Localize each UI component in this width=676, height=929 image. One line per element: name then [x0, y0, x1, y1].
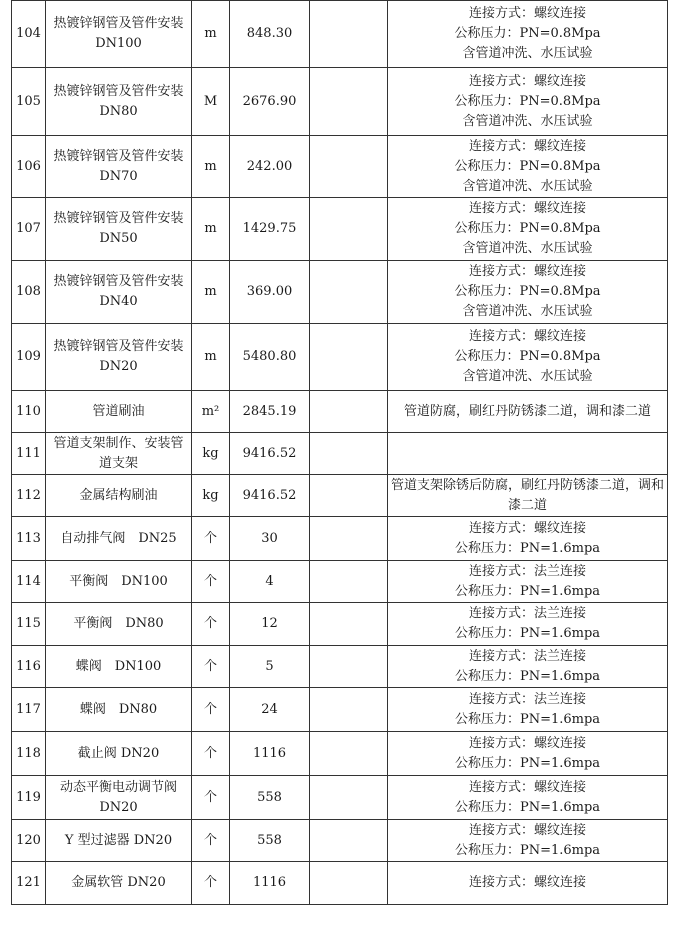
blank-cell: [310, 561, 388, 603]
remark-line: 管道防腐，刷红丹防锈漆二道，调和漆二道: [403, 403, 651, 419]
item-name-cell: 管道支架制作、安装管道支架: [46, 433, 192, 475]
remark-cell: [388, 732, 668, 776]
remark-line: 连接方式：法兰连接: [468, 563, 586, 579]
blank-cell: [310, 261, 388, 324]
remark-cell: [388, 603, 668, 646]
quantity-cell: 30: [230, 517, 310, 561]
item-number-cell: 104: [12, 1, 46, 68]
remark-line: 公称压力：PN=1.6mpa: [454, 799, 601, 815]
remark-line: 连接方式：螺纹连接: [468, 735, 586, 751]
remark-line: 公称压力：PN=1.6mpa: [454, 668, 601, 684]
remark-line: 连接方式：螺纹连接: [468, 73, 586, 89]
quantity-cell: 2676.90: [230, 68, 310, 136]
unit-cell: m: [192, 324, 230, 391]
item-name-cell: Y 型过滤器 DN20: [46, 820, 192, 862]
table-row: [12, 820, 668, 862]
quantity-cell: 1116: [230, 732, 310, 776]
table-row: [12, 391, 668, 433]
unit-cell: 个: [192, 862, 230, 905]
unit-cell: 个: [192, 646, 230, 688]
unit-cell: m: [192, 198, 230, 261]
table-row: [12, 646, 668, 688]
item-number-cell: 117: [12, 688, 46, 732]
remark-line: 管道支架除锈后防腐，刷红丹防锈漆二道，调和漆二道: [390, 477, 664, 513]
remark-line: 连接方式：螺纹连接: [468, 520, 586, 536]
quantity-cell: 4: [230, 561, 310, 603]
table-row: [12, 324, 668, 391]
remark-line: 连接方式：螺纹连接: [468, 329, 586, 344]
blank-cell: [310, 517, 388, 561]
blank-cell: [310, 475, 388, 517]
item-name-cell: 热镀锌钢管及管件安装 DN40: [46, 261, 192, 324]
table-row: [12, 688, 668, 732]
table-row: [12, 136, 668, 198]
blank-cell: [310, 646, 388, 688]
remark-line: 含管道冲洗、水压试验: [462, 304, 593, 319]
remark-line: 连接方式：法兰连接: [468, 648, 586, 664]
table-row: [12, 68, 668, 136]
remark-line: 连接方式：螺纹连接: [468, 138, 586, 154]
item-name-cell: 截止阀 DN20: [46, 732, 192, 776]
item-number-cell: 119: [12, 776, 46, 820]
item-number-cell: 113: [12, 517, 46, 561]
remark-cell: [388, 198, 668, 261]
item-number-cell: 108: [12, 261, 46, 324]
remark-line: 公称压力：PN=1.6mpa: [454, 711, 601, 727]
remark-cell: [388, 561, 668, 603]
table-row: [12, 862, 668, 905]
item-name-cell: 金属结构刷油: [46, 475, 192, 517]
quantity-cell: 5480.80: [230, 324, 310, 391]
unit-cell: m: [192, 136, 230, 198]
quantity-cell: 9416.52: [230, 433, 310, 475]
table-body: [12, 1, 668, 905]
blank-cell: [310, 136, 388, 198]
item-name-cell: 平衡阀 DN80: [46, 603, 192, 646]
item-number-cell: 112: [12, 475, 46, 517]
quantity-cell: 558: [230, 820, 310, 862]
item-name-cell: 热镀锌钢管及管件安装 DN80: [46, 68, 192, 136]
quantity-cell: 369.00: [230, 261, 310, 324]
remark-line: 含管道冲洗、水压试验: [462, 46, 593, 61]
item-name-cell: 动态平衡电动调节阀 DN20: [46, 776, 192, 820]
remark-cell: [388, 862, 668, 905]
remark-line: 公称压力：PN=1.6mpa: [454, 842, 601, 858]
blank-cell: [310, 433, 388, 475]
unit-cell: 个: [192, 732, 230, 776]
unit-cell: 个: [192, 688, 230, 732]
remark-cell: [388, 688, 668, 732]
remark-cell: [388, 391, 668, 433]
remark-line: 公称压力：PN=0.8Mpa: [454, 26, 601, 41]
item-number-cell: 109: [12, 324, 46, 391]
item-name-cell: 金属软管 DN20: [46, 862, 192, 905]
remark-line: 含管道冲洗、水压试验: [462, 369, 593, 384]
remark-line: 公称压力：PN=0.8Mpa: [454, 158, 601, 174]
table-row: [12, 732, 668, 776]
unit-cell: 个: [192, 517, 230, 561]
remark-cell: [388, 136, 668, 198]
unit-cell: m: [192, 261, 230, 324]
remark-line: 公称压力：PN=1.6mpa: [454, 755, 601, 771]
item-number-cell: 121: [12, 862, 46, 905]
remark-line: 公称压力：PN=0.8Mpa: [454, 284, 601, 299]
remark-line: 公称压力：PN=0.8Mpa: [454, 221, 601, 236]
table-row: [12, 776, 668, 820]
blank-cell: [310, 198, 388, 261]
table-row: [12, 198, 668, 261]
remark-cell: [388, 433, 668, 475]
remark-line: 公称压力：PN=0.8Mpa: [454, 349, 601, 364]
quantity-cell: 1429.75: [230, 198, 310, 261]
table-row: [12, 475, 668, 517]
unit-cell: 个: [192, 776, 230, 820]
blank-cell: [310, 1, 388, 68]
unit-cell: kg: [192, 433, 230, 475]
table-row: [12, 561, 668, 603]
unit-cell: m²: [192, 391, 230, 433]
remark-line: 连接方式：螺纹连接: [468, 822, 586, 838]
remark-line: 公称压力：PN=0.8Mpa: [454, 93, 601, 109]
remark-cell: [388, 776, 668, 820]
item-name-cell: 蝶阀 DN80: [46, 688, 192, 732]
bill-of-quantities-table: [11, 0, 668, 905]
table-row: [12, 1, 668, 68]
item-number-cell: 115: [12, 603, 46, 646]
blank-cell: [310, 68, 388, 136]
item-number-cell: 105: [12, 68, 46, 136]
remark-line: 连接方式：螺纹连接: [468, 201, 586, 216]
remark-cell: [388, 517, 668, 561]
remark-cell: [388, 68, 668, 136]
item-number-cell: 110: [12, 391, 46, 433]
remark-line: 公称压力：PN=1.6mpa: [454, 626, 601, 641]
item-name-cell: 热镀锌钢管及管件安装 DN20: [46, 324, 192, 391]
item-number-cell: 107: [12, 198, 46, 261]
item-number-cell: 116: [12, 646, 46, 688]
unit-cell: m: [192, 1, 230, 68]
blank-cell: [310, 603, 388, 646]
remark-cell: [388, 1, 668, 68]
quantity-cell: 1116: [230, 862, 310, 905]
unit-cell: M: [192, 68, 230, 136]
remark-line: 连接方式：螺纹连接: [468, 779, 586, 795]
quantity-cell: 9416.52: [230, 475, 310, 517]
quantity-cell: 12: [230, 603, 310, 646]
item-name-cell: 蝶阀 DN100: [46, 646, 192, 688]
quantity-cell: 5: [230, 646, 310, 688]
remark-cell: [388, 475, 668, 517]
remark-line: 含管道冲洗、水压试验: [462, 178, 593, 194]
unit-cell: 个: [192, 561, 230, 603]
table-row: [12, 433, 668, 475]
remark-line: 连接方式：法兰连接: [468, 691, 586, 707]
table-row: [12, 261, 668, 324]
item-name-cell: 热镀锌钢管及管件安装 DN70: [46, 136, 192, 198]
blank-cell: [310, 391, 388, 433]
item-number-cell: 106: [12, 136, 46, 198]
remark-cell: [388, 261, 668, 324]
blank-cell: [310, 776, 388, 820]
blank-cell: [310, 324, 388, 391]
remark-line: 连接方式：螺纹连接: [468, 264, 586, 279]
item-number-cell: 111: [12, 433, 46, 475]
remark-line: 含管道冲洗、水压试验: [462, 113, 593, 129]
unit-cell: kg: [192, 475, 230, 517]
quantity-cell: 848.30: [230, 1, 310, 68]
document-page: [11, 0, 667, 905]
remark-line: 含管道冲洗、水压试验: [462, 241, 593, 256]
table-row: [12, 517, 668, 561]
item-name-cell: 自动排气阀 DN25: [46, 517, 192, 561]
item-number-cell: 118: [12, 732, 46, 776]
quantity-cell: 242.00: [230, 136, 310, 198]
item-name-cell: 热镀锌钢管及管件安装 DN50: [46, 198, 192, 261]
item-name-cell: 热镀锌钢管及管件安装 DN100: [46, 1, 192, 68]
item-name-cell: 管道刷油: [46, 391, 192, 433]
blank-cell: [310, 862, 388, 905]
remark-line: 连接方式：螺纹连接: [468, 6, 586, 21]
remark-cell: [388, 646, 668, 688]
table-row: [12, 603, 668, 646]
remark-line: 连接方式：螺纹连接: [468, 875, 586, 890]
remark-cell: [388, 820, 668, 862]
blank-cell: [310, 820, 388, 862]
remark-line: 公称压力：PN=1.6mpa: [454, 583, 601, 599]
item-number-cell: 114: [12, 561, 46, 603]
unit-cell: 个: [192, 820, 230, 862]
item-name-cell: 平衡阀 DN100: [46, 561, 192, 603]
item-number-cell: 120: [12, 820, 46, 862]
blank-cell: [310, 732, 388, 776]
remark-line: 连接方式：法兰连接: [468, 606, 586, 621]
remark-line: 公称压力：PN=1.6mpa: [454, 540, 601, 556]
quantity-cell: 24: [230, 688, 310, 732]
quantity-cell: 2845.19: [230, 391, 310, 433]
unit-cell: 个: [192, 603, 230, 646]
remark-cell: [388, 324, 668, 391]
quantity-cell: 558: [230, 776, 310, 820]
blank-cell: [310, 688, 388, 732]
